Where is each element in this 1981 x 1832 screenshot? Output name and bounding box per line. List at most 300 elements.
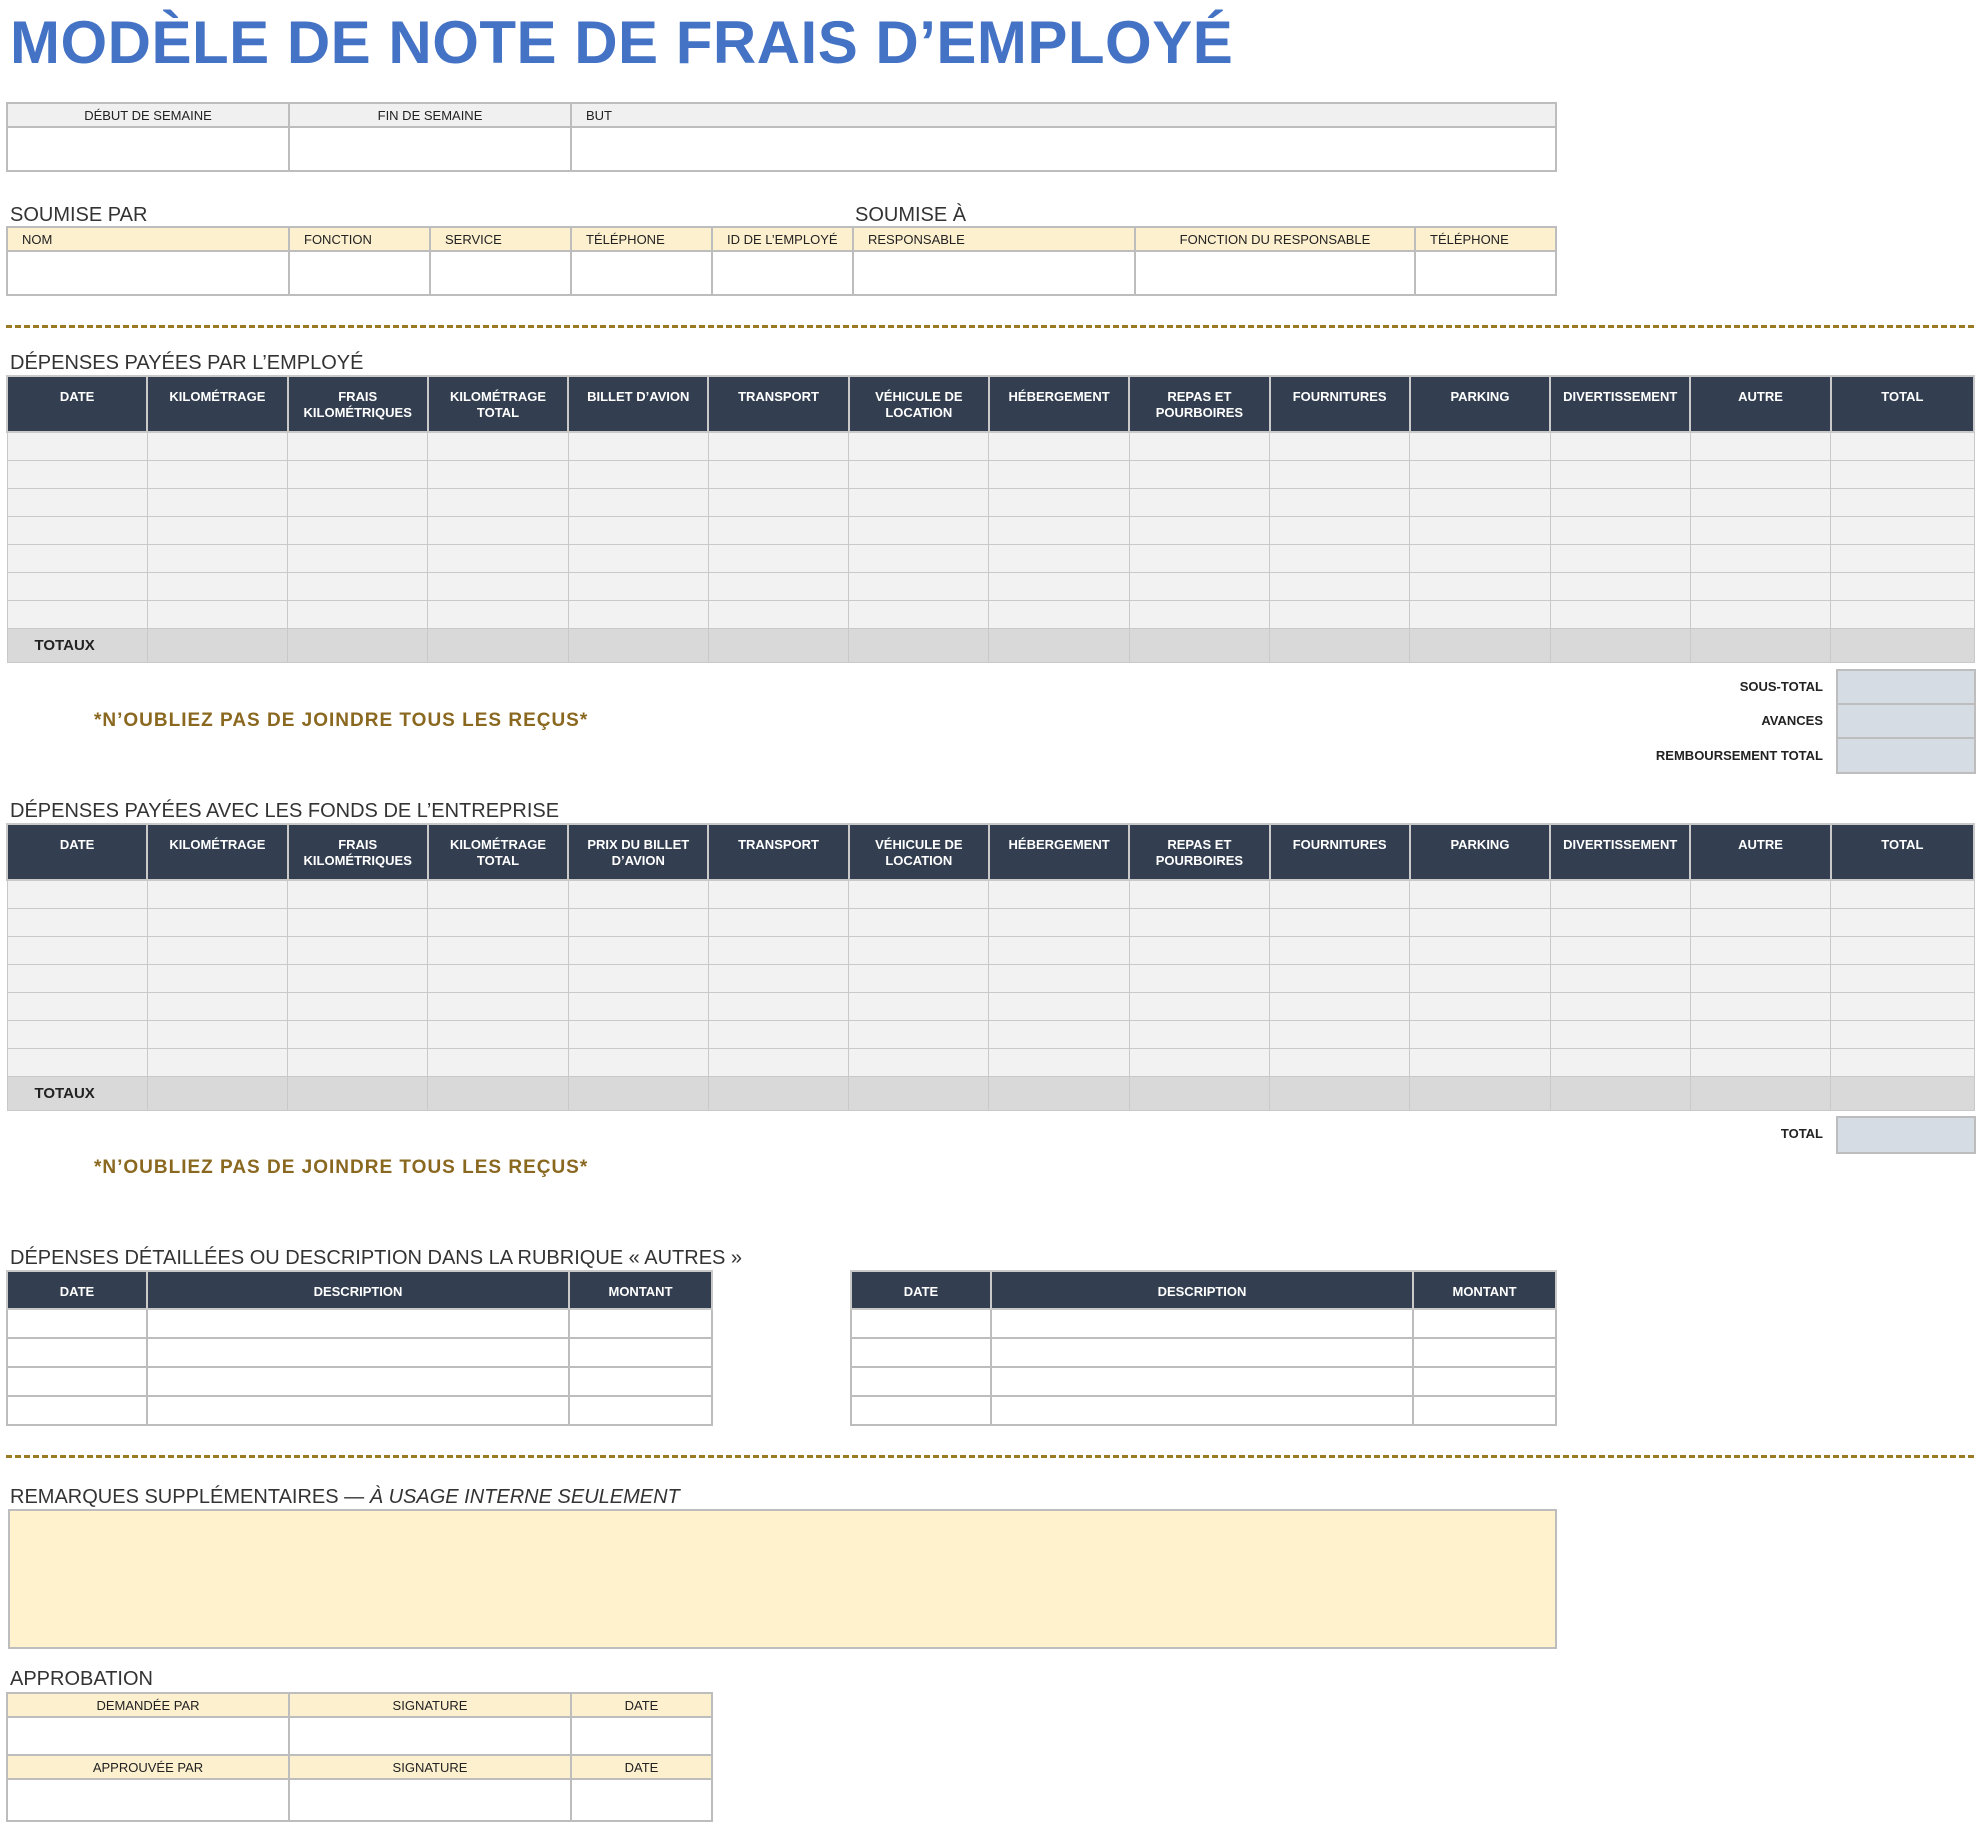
expense-cell[interactable] [989, 1049, 1129, 1077]
page-title: MODÈLE DE NOTE DE FRAIS D’EMPLOYÉ [10, 9, 1234, 76]
itemized-cell[interactable] [1413, 1367, 1556, 1396]
expense-cell[interactable] [1129, 545, 1269, 573]
expense-cell[interactable] [849, 965, 989, 993]
itemized-cell[interactable] [1413, 1338, 1556, 1367]
expense-cell[interactable] [1129, 517, 1269, 545]
expense-cell[interactable] [1690, 432, 1830, 461]
week-start-field[interactable] [7, 127, 289, 171]
expense-cell[interactable] [147, 909, 287, 937]
column-header: TOTAL [1831, 376, 1974, 432]
expense-cell[interactable] [147, 937, 287, 965]
itemized-cell[interactable] [991, 1396, 1413, 1425]
expense-cell[interactable] [849, 573, 989, 601]
itemized-cell[interactable] [851, 1309, 991, 1338]
total-cell [147, 1077, 287, 1111]
expense-cell[interactable] [1410, 601, 1550, 629]
manager-field[interactable] [853, 251, 1135, 295]
expense-cell[interactable] [7, 993, 147, 1021]
expense-cell[interactable] [568, 489, 708, 517]
expense-cell[interactable] [708, 489, 848, 517]
column-header: AUTRE [1690, 376, 1830, 432]
expense-cell[interactable] [1690, 1049, 1830, 1077]
function-field[interactable] [289, 251, 430, 295]
expense-cell[interactable] [1550, 573, 1690, 601]
expense-cell[interactable] [147, 993, 287, 1021]
expense-cell[interactable] [1550, 880, 1690, 909]
expense-cell[interactable] [1690, 993, 1830, 1021]
total-cell [1410, 629, 1550, 663]
column-header: REPAS ET POURBOIRES [1129, 376, 1269, 432]
expense-cell[interactable] [147, 573, 287, 601]
expense-cell[interactable] [1129, 461, 1269, 489]
expense-cell[interactable] [1270, 1049, 1410, 1077]
expense-cell[interactable] [1270, 601, 1410, 629]
amount-header: MONTANT [1413, 1271, 1556, 1309]
expense-cell[interactable] [849, 461, 989, 489]
expense-cell[interactable] [1129, 489, 1269, 517]
submitted-by-label: SOUMISE PAR [10, 204, 148, 226]
expense-cell[interactable] [147, 461, 287, 489]
manager-function-header: FONCTION DU RESPONSABLE [1135, 227, 1415, 251]
expense-cell[interactable] [1831, 1049, 1974, 1077]
service-field[interactable] [430, 251, 571, 295]
column-header: KILOMÉTRAGE TOTAL [428, 376, 568, 432]
expense-cell[interactable] [1690, 489, 1830, 517]
expense-cell[interactable] [989, 937, 1129, 965]
signature-field[interactable] [289, 1779, 571, 1821]
signature-header: SIGNATURE [289, 1755, 571, 1779]
column-header: VÉHICULE DE LOCATION [849, 824, 989, 880]
expense-cell[interactable] [989, 993, 1129, 1021]
expense-cell[interactable] [568, 880, 708, 909]
expense-cell[interactable] [989, 573, 1129, 601]
column-header: DATE [7, 824, 147, 880]
total-cell [849, 629, 989, 663]
expense-cell[interactable] [1129, 880, 1269, 909]
expense-cell[interactable] [849, 1021, 989, 1049]
expense-cell[interactable] [1270, 489, 1410, 517]
expense-cell[interactable] [568, 937, 708, 965]
week-end-field[interactable] [289, 127, 571, 171]
expense-cell[interactable] [428, 880, 568, 909]
section-divider [6, 325, 1974, 328]
expense-cell[interactable] [1129, 909, 1269, 937]
total-cell [568, 629, 708, 663]
expense-cell[interactable] [7, 489, 147, 517]
expense-cell[interactable] [428, 545, 568, 573]
expense-cell[interactable] [1550, 601, 1690, 629]
itemized-cell[interactable] [147, 1309, 569, 1338]
expense-cell[interactable] [1550, 993, 1690, 1021]
company-total-field[interactable] [1836, 1116, 1976, 1154]
expense-cell[interactable] [1690, 880, 1830, 909]
expense-cell[interactable] [288, 432, 428, 461]
column-header: FRAIS KILOMÉTRIQUES [288, 376, 428, 432]
itemized-cell[interactable] [991, 1309, 1413, 1338]
expense-cell[interactable] [428, 1021, 568, 1049]
expense-cell[interactable] [288, 937, 428, 965]
expense-cell[interactable] [1690, 517, 1830, 545]
manager-function-field[interactable] [1135, 251, 1415, 295]
expense-cell[interactable] [568, 1021, 708, 1049]
remarks-label [10, 1486, 680, 1509]
itemized-cell[interactable] [147, 1367, 569, 1396]
column-header: KILOMÉTRAGE [147, 376, 287, 432]
itemized-cell[interactable] [991, 1338, 1413, 1367]
expense-cell[interactable] [7, 601, 147, 629]
expense-cell[interactable] [428, 432, 568, 461]
expense-cell[interactable] [1410, 489, 1550, 517]
expense-cell[interactable] [1550, 965, 1690, 993]
expense-cell[interactable] [1550, 909, 1690, 937]
itemized-cell[interactable] [1413, 1396, 1556, 1425]
phone-field[interactable] [571, 251, 712, 295]
itemized-cell[interactable] [851, 1367, 991, 1396]
expense-cell[interactable] [428, 965, 568, 993]
expense-cell[interactable] [1410, 937, 1550, 965]
itemized-table-right [850, 1270, 1557, 1426]
expense-cell[interactable] [147, 545, 287, 573]
expense-cell[interactable] [7, 880, 147, 909]
column-header: HÉBERGEMENT [989, 376, 1129, 432]
expense-cell[interactable] [7, 1021, 147, 1049]
expense-cell[interactable] [1550, 545, 1690, 573]
expense-cell[interactable] [1550, 517, 1690, 545]
expense-cell[interactable] [708, 601, 848, 629]
manager-phone-field[interactable] [1415, 251, 1556, 295]
expense-cell[interactable] [1129, 1021, 1269, 1049]
advances-field[interactable] [1836, 703, 1976, 739]
expense-cell[interactable] [568, 461, 708, 489]
expense-cell[interactable] [147, 432, 287, 461]
approved-by-field[interactable] [7, 1779, 289, 1821]
expense-cell[interactable] [1831, 601, 1974, 629]
column-header: TRANSPORT [708, 824, 848, 880]
expense-cell[interactable] [7, 909, 147, 937]
phone-header: TÉLÉPHONE [571, 227, 712, 251]
expense-cell[interactable] [147, 1021, 287, 1049]
expense-cell[interactable] [1270, 880, 1410, 909]
expense-cell[interactable] [1690, 909, 1830, 937]
expense-cell[interactable] [568, 965, 708, 993]
date-field[interactable] [571, 1779, 712, 1821]
expense-cell[interactable] [428, 909, 568, 937]
expense-cell[interactable] [1831, 489, 1974, 517]
period-table [6, 102, 1557, 172]
expense-cell[interactable] [1129, 993, 1269, 1021]
expense-cell[interactable] [1831, 573, 1974, 601]
expense-cell[interactable] [7, 461, 147, 489]
expense-cell[interactable] [1831, 880, 1974, 909]
expense-cell[interactable] [7, 937, 147, 965]
expense-cell[interactable] [428, 1049, 568, 1077]
expense-cell[interactable] [849, 909, 989, 937]
requested-by-header: DEMANDÉE PAR [7, 1693, 289, 1717]
expense-cell[interactable] [288, 573, 428, 601]
expense-cell[interactable] [288, 545, 428, 573]
expense-cell[interactable] [288, 909, 428, 937]
expense-cell[interactable] [1270, 432, 1410, 461]
column-header: DIVERTISSEMENT [1550, 824, 1690, 880]
itemized-cell[interactable] [7, 1367, 147, 1396]
expense-cell[interactable] [1690, 601, 1830, 629]
column-header: HÉBERGEMENT [989, 824, 1129, 880]
expense-cell[interactable] [849, 489, 989, 517]
expense-cell[interactable] [568, 517, 708, 545]
itemized-cell[interactable] [851, 1338, 991, 1367]
expense-cell[interactable] [1270, 573, 1410, 601]
expense-cell[interactable] [1410, 1021, 1550, 1049]
column-header: VÉHICULE DE LOCATION [849, 376, 989, 432]
expense-cell[interactable] [7, 573, 147, 601]
expense-cell[interactable] [428, 601, 568, 629]
expense-cell[interactable] [428, 517, 568, 545]
employee-id-field[interactable] [712, 251, 853, 295]
week-start-header: DÉBUT DE SEMAINE [7, 103, 289, 127]
expense-cell[interactable] [288, 1021, 428, 1049]
column-header: FOURNITURES [1270, 376, 1410, 432]
expense-cell[interactable] [1831, 517, 1974, 545]
expense-cell[interactable] [1831, 965, 1974, 993]
name-field[interactable] [7, 251, 289, 295]
total-reimbursement-field[interactable] [1836, 737, 1976, 774]
expense-cell[interactable] [568, 545, 708, 573]
total-cell [989, 629, 1129, 663]
total-cell [1129, 1077, 1269, 1111]
expense-cell[interactable] [849, 1049, 989, 1077]
expense-cell[interactable] [1410, 965, 1550, 993]
expense-cell[interactable] [989, 601, 1129, 629]
expense-cell[interactable] [428, 937, 568, 965]
expense-cell[interactable] [1270, 993, 1410, 1021]
expense-cell[interactable] [708, 1049, 848, 1077]
expense-cell[interactable] [568, 1049, 708, 1077]
employee-expenses-label: DÉPENSES PAYÉES PAR L’EMPLOYÉ [10, 352, 364, 374]
expense-cell[interactable] [1690, 1021, 1830, 1049]
date-field[interactable] [571, 1717, 712, 1755]
expense-cell[interactable] [1410, 573, 1550, 601]
signature-field[interactable] [289, 1717, 571, 1755]
totals-label: TOTAUX [7, 1077, 147, 1111]
expense-cell[interactable] [708, 573, 848, 601]
expense-cell[interactable] [428, 993, 568, 1021]
column-header: FOURNITURES [1270, 824, 1410, 880]
expense-cell[interactable] [708, 432, 848, 461]
expense-cell[interactable] [849, 601, 989, 629]
expense-cell[interactable] [1690, 937, 1830, 965]
expense-cell[interactable] [1550, 432, 1690, 461]
itemized-cell[interactable] [569, 1396, 712, 1425]
expense-cell[interactable] [288, 965, 428, 993]
expense-cell[interactable] [989, 1021, 1129, 1049]
expense-cell[interactable] [1831, 909, 1974, 937]
subtotal-label: SOUS-TOTAL [1739, 679, 1823, 694]
service-header: SERVICE [430, 227, 571, 251]
expense-cell[interactable] [1831, 937, 1974, 965]
total-cell [428, 1077, 568, 1111]
expense-cell[interactable] [7, 545, 147, 573]
expense-cell[interactable] [288, 601, 428, 629]
total-cell [708, 1077, 848, 1111]
expense-cell[interactable] [1270, 937, 1410, 965]
expense-cell[interactable] [1690, 573, 1830, 601]
expense-cell[interactable] [1690, 545, 1830, 573]
column-header: REPAS ET POURBOIRES [1129, 824, 1269, 880]
expense-cell[interactable] [568, 601, 708, 629]
expense-cell[interactable] [1550, 461, 1690, 489]
expense-cell[interactable] [989, 489, 1129, 517]
expense-cell[interactable] [7, 965, 147, 993]
expense-cell[interactable] [1270, 965, 1410, 993]
expense-cell[interactable] [849, 993, 989, 1021]
expense-cell[interactable] [1410, 461, 1550, 489]
expense-cell[interactable] [1690, 461, 1830, 489]
column-header: DIVERTISSEMENT [1550, 376, 1690, 432]
expense-cell[interactable] [147, 517, 287, 545]
itemized-cell[interactable] [7, 1309, 147, 1338]
expense-cell[interactable] [708, 909, 848, 937]
itemized-cell[interactable] [569, 1338, 712, 1367]
expense-cell[interactable] [7, 1049, 147, 1077]
expense-cell[interactable] [1270, 517, 1410, 545]
expense-cell[interactable] [1270, 909, 1410, 937]
expense-cell[interactable] [708, 545, 848, 573]
expense-cell[interactable] [1129, 1049, 1269, 1077]
expense-cell[interactable] [1410, 993, 1550, 1021]
expense-cell[interactable] [989, 517, 1129, 545]
expense-cell[interactable] [1690, 965, 1830, 993]
itemized-cell[interactable] [569, 1367, 712, 1396]
expense-cell[interactable] [849, 517, 989, 545]
expense-cell[interactable] [147, 1049, 287, 1077]
expense-cell[interactable] [1831, 461, 1974, 489]
expense-cell[interactable] [1410, 1049, 1550, 1077]
expense-cell[interactable] [1410, 909, 1550, 937]
expense-cell[interactable] [1831, 432, 1974, 461]
company-total-label: TOTAL [1780, 1126, 1823, 1141]
expense-cell[interactable] [288, 880, 428, 909]
total-cell [1831, 629, 1974, 663]
expense-cell[interactable] [849, 880, 989, 909]
expense-cell[interactable] [288, 993, 428, 1021]
expense-cell[interactable] [7, 432, 147, 461]
expense-cell[interactable] [1410, 880, 1550, 909]
expense-cell[interactable] [147, 601, 287, 629]
date-header: DATE [571, 1693, 712, 1717]
purpose-field[interactable] [571, 127, 1556, 171]
company-expenses-table [6, 823, 1975, 1111]
expense-cell[interactable] [1831, 545, 1974, 573]
expense-cell[interactable] [288, 517, 428, 545]
expense-cell[interactable] [708, 937, 848, 965]
total-cell [147, 629, 287, 663]
column-header: TOTAL [1831, 824, 1974, 880]
expense-cell[interactable] [1550, 937, 1690, 965]
expense-cell[interactable] [7, 517, 147, 545]
itemized-cell[interactable] [7, 1338, 147, 1367]
column-header: PARKING [1410, 376, 1550, 432]
itemized-cell[interactable] [569, 1309, 712, 1338]
expense-cell[interactable] [849, 937, 989, 965]
expense-cell[interactable] [849, 432, 989, 461]
expense-cell[interactable] [1550, 489, 1690, 517]
itemized-cell[interactable] [7, 1396, 147, 1425]
employee-id-header: ID DE L’EMPLOYÉ [712, 227, 853, 251]
expense-cell[interactable] [708, 880, 848, 909]
expense-cell[interactable] [708, 993, 848, 1021]
expense-cell[interactable] [989, 461, 1129, 489]
expense-cell[interactable] [1129, 937, 1269, 965]
expense-cell[interactable] [1550, 1049, 1690, 1077]
expense-cell[interactable] [288, 489, 428, 517]
expense-cell[interactable] [1129, 601, 1269, 629]
itemized-table-left [6, 1270, 713, 1426]
totals-label: TOTAUX [7, 629, 147, 663]
expense-cell[interactable] [989, 545, 1129, 573]
expense-cell[interactable] [428, 489, 568, 517]
expense-cell[interactable] [147, 965, 287, 993]
expense-cell[interactable] [989, 432, 1129, 461]
expense-cell[interactable] [147, 880, 287, 909]
expense-cell[interactable] [1270, 1021, 1410, 1049]
expense-cell[interactable] [428, 461, 568, 489]
expense-cell[interactable] [708, 517, 848, 545]
approval-label: APPROBATION [10, 1668, 153, 1690]
expense-cell[interactable] [989, 909, 1129, 937]
expense-cell[interactable] [568, 993, 708, 1021]
expense-cell[interactable] [1270, 461, 1410, 489]
expense-cell[interactable] [147, 489, 287, 517]
expense-cell[interactable] [1550, 1021, 1690, 1049]
expense-cell[interactable] [1129, 573, 1269, 601]
section-divider [6, 1455, 1974, 1458]
expense-cell[interactable] [568, 573, 708, 601]
expense-cell[interactable] [428, 573, 568, 601]
expense-cell[interactable] [288, 461, 428, 489]
expense-cell[interactable] [989, 880, 1129, 909]
subtotal-field[interactable] [1836, 669, 1976, 705]
expense-cell[interactable] [1129, 432, 1269, 461]
expense-cell[interactable] [989, 965, 1129, 993]
expense-cell[interactable] [1129, 965, 1269, 993]
expense-cell[interactable] [1831, 1021, 1974, 1049]
remarks-label-italic: À USAGE INTERNE SEULEMENT [369, 1486, 680, 1508]
manager-header: RESPONSABLE [853, 227, 1135, 251]
expense-cell[interactable] [1410, 432, 1550, 461]
itemized-cell[interactable] [851, 1396, 991, 1425]
advances-label: AVANCES [1761, 713, 1823, 728]
requested-by-field[interactable] [7, 1717, 289, 1755]
expense-cell[interactable] [1410, 545, 1550, 573]
expense-cell[interactable] [1410, 517, 1550, 545]
itemized-cell[interactable] [1413, 1309, 1556, 1338]
expense-cell[interactable] [288, 1049, 428, 1077]
expense-cell[interactable] [1270, 545, 1410, 573]
itemized-cell[interactable] [147, 1396, 569, 1425]
itemized-cell[interactable] [147, 1338, 569, 1367]
expense-cell[interactable] [1831, 993, 1974, 1021]
expense-cell[interactable] [568, 909, 708, 937]
itemized-cell[interactable] [991, 1367, 1413, 1396]
remarks-field[interactable] [8, 1509, 1557, 1649]
expense-cell[interactable] [849, 545, 989, 573]
expense-cell[interactable] [568, 432, 708, 461]
expense-cell[interactable] [708, 965, 848, 993]
column-header: KILOMÉTRAGE [147, 824, 287, 880]
expense-cell[interactable] [708, 1021, 848, 1049]
column-header: DATE [7, 376, 147, 432]
expense-cell[interactable] [708, 461, 848, 489]
